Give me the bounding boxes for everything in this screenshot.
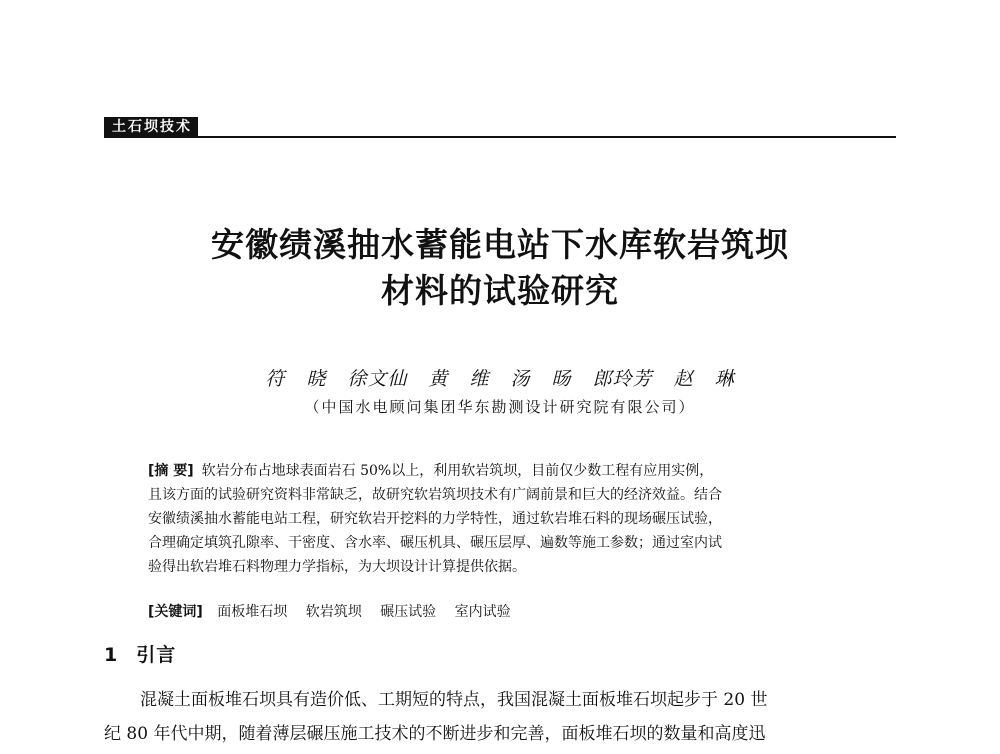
section-heading	[104, 640, 176, 667]
section-tag	[104, 117, 198, 137]
author-list: 符 晓 徐文仙 黄 维 汤 旸 郎玲芳 赵 琳	[265, 368, 735, 390]
body-paragraph	[104, 683, 904, 751]
abstract-label: [摘 要]	[148, 463, 194, 479]
abstract	[148, 459, 866, 579]
body-line-2: 纪 80 年代中期，随着薄层碾压施工技术的不断进步和完善，面板堆石坝的数量和高度迅	[104, 724, 766, 744]
section-tag-label: 土石坝技术	[104, 117, 198, 137]
keywords-label: [关键词]	[148, 604, 203, 620]
section-number: 1	[104, 644, 119, 666]
paper-title-line-1: 安徽绩溪抽水蓄能电站下水库软岩筑坝	[211, 225, 789, 264]
section-title: 引言	[136, 644, 177, 666]
abstract-line-3: 安徽绩溪抽水蓄能电站工程，研究软岩开挖料的力学特性，通过软岩堆石料的现场碾压试验，	[148, 511, 722, 527]
keyword-item: 面板堆石坝	[217, 604, 288, 620]
abstract-line-2: 且该方面的试验研究资料非常缺乏，故研究软岩筑坝技术有广阔前景和巨大的经济效益。结合	[148, 487, 722, 503]
abstract-line-5: 验得出软岩堆石料物理力学指标，为大坝设计计算提供依据。	[148, 559, 526, 575]
abstract-text-1: 软岩分布占地球表面岩石 50%以上，利用软岩筑坝，目前仅少数工程有应用实例，	[201, 463, 714, 479]
paper-title-line-2: 材料的试验研究	[381, 271, 619, 310]
keyword-item: 碾压试验	[380, 604, 437, 620]
body-line-1: 混凝土面板堆石坝具有造价低、工期短的特点，我国混凝土面板堆石坝起步于 20 世	[140, 690, 768, 710]
header-rule	[104, 136, 896, 138]
keyword-item: 软岩筑坝	[305, 604, 362, 620]
keyword-item: 室内试验	[454, 604, 511, 620]
paper-title	[100, 222, 900, 314]
abstract-line-1	[148, 459, 866, 483]
keywords	[148, 601, 866, 623]
abstract-line-4: 合理确定填筑孔隙率、干密度、含水率、碾压机具、碾压层厚、遍数等施工参数；通过室内试	[148, 535, 722, 551]
affiliation: （中国水电顾问集团华东勘测设计研究院有限公司）	[304, 398, 696, 416]
